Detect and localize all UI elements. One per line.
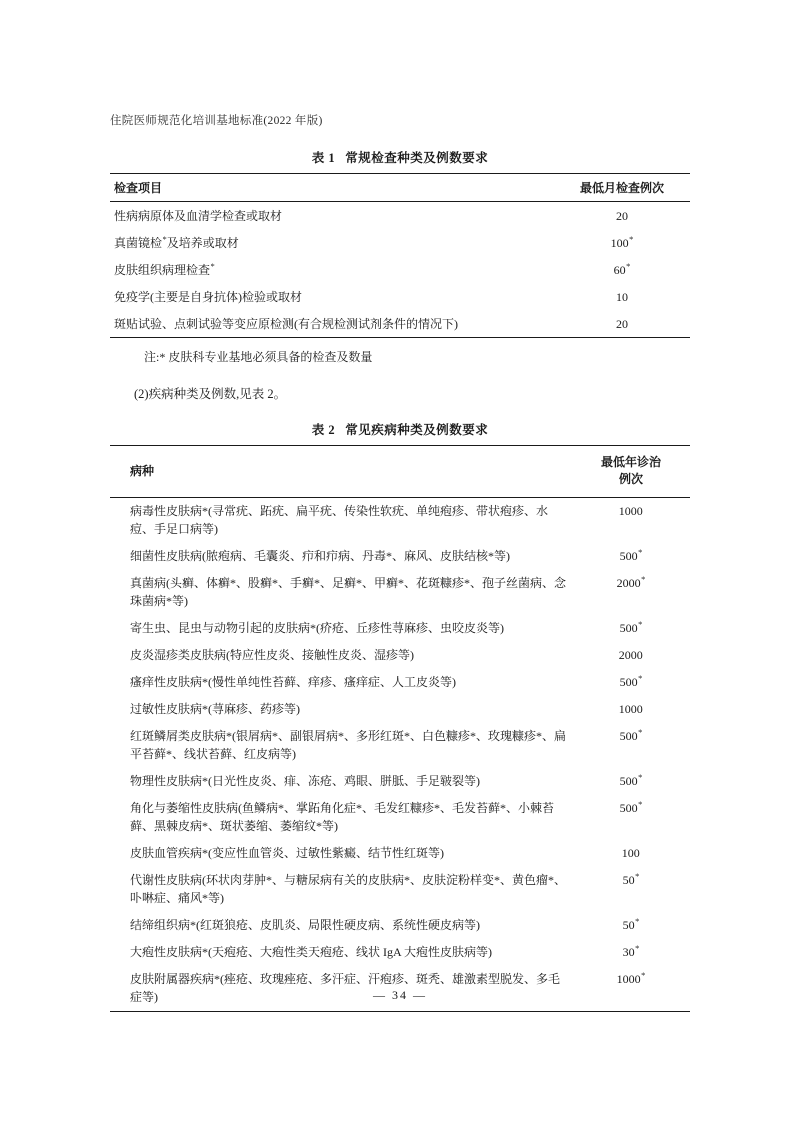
table2-body (110, 497, 690, 1011)
table1-head (110, 174, 690, 202)
table-row (110, 912, 690, 939)
table2-cell-disease: 大疱性皮肤病*(天疱疮、大疱性类天疱疮、线状 IgA 大疱性皮肤病等) (130, 945, 492, 960)
table2-cell-disease: 寄生虫、昆虫与动物引起的皮肤病*(疥疮、丘疹性荨麻疹、虫咬皮炎等) (130, 621, 504, 636)
table1-caption (110, 148, 690, 166)
table-row (110, 570, 690, 615)
table-row (110, 642, 690, 669)
table-row (110, 229, 690, 256)
table2-cell-count-value: 2000 (618, 648, 643, 663)
table2-cell-disease: 细菌性皮肤病(脓疱病、毛囊炎、疖和疖病、丹毒*、麻风、皮肤结核*等) (130, 549, 510, 564)
table2-header-count (572, 445, 690, 497)
table2-header-count-line1: 最低年诊治 (600, 454, 661, 469)
table2-cell-count (572, 696, 690, 723)
table2-cell-disease: 瘙痒性皮肤病*(慢性单纯性苔藓、痒疹、瘙痒症、人工皮炎等) (130, 675, 456, 690)
table2-cell-count-value: 500 (619, 801, 638, 816)
table2-caption (110, 420, 690, 438)
table1-header-row (110, 174, 690, 202)
table-row (110, 768, 690, 795)
asterisk-mark: * (635, 871, 640, 882)
asterisk-mark: * (638, 772, 643, 783)
table2-cell-count (572, 570, 690, 615)
page-content (110, 112, 690, 1012)
table1-cell-count: 10 (616, 289, 628, 304)
asterisk-mark: * (641, 574, 646, 585)
table2-cell-count-value: 1000 (616, 972, 641, 987)
table1-cell-item (110, 256, 554, 283)
table2-header-row (110, 445, 690, 497)
table1-note: 注:* 皮肤科专业基地必须具备的检查及数量 (144, 350, 373, 364)
asterisk-mark: * (629, 233, 634, 244)
table1-cell-item-text: 真菌镜检 (114, 235, 163, 250)
table2-cell-disease: 结缔组织病*(红斑狼疮、皮肌炎、局限性硬皮病、系统性硬皮病等) (130, 918, 480, 933)
table-row (110, 615, 690, 642)
table2-cell-count (572, 840, 690, 867)
table2-cell-disease: 皮炎湿疹类皮肤病(特应性皮炎、接触性皮炎、湿疹等) (130, 648, 414, 663)
table-row (110, 543, 690, 570)
asterisk-mark: * (635, 943, 640, 954)
table2-cell-count (572, 768, 690, 795)
asterisk-mark (643, 700, 644, 710)
asterisk-mark: * (638, 619, 643, 630)
table1-cell-count (554, 229, 690, 256)
table2-cell-count (572, 497, 690, 543)
asterisk-mark (643, 646, 644, 656)
asterisk-mark: * (638, 547, 643, 558)
table2-cell-count (572, 642, 690, 669)
table2-cell-disease: 真菌病(头癣、体癣*、股癣*、手癣*、足癣*、甲癣*、花斑糠疹*、孢子丝菌病、念珠菌病*等) (130, 576, 566, 609)
table-row (110, 696, 690, 723)
table-row (110, 723, 690, 768)
table2-cell-count-value: 50 (622, 873, 635, 888)
table2-wrapper (110, 445, 690, 1012)
table-common-diseases (110, 445, 690, 1012)
table2-cell-count-value: 100 (621, 846, 640, 861)
table2-cell-count (572, 912, 690, 939)
table2-cell-count-value: 2000 (616, 576, 641, 591)
table2-cell-count (572, 723, 690, 768)
running-head: 住院医师规范化培训基地标准(2022 年版) (110, 115, 323, 127)
asterisk-mark: * (162, 233, 167, 244)
table1-cell-item (110, 229, 554, 256)
page-number: — 34 — (373, 988, 427, 1002)
table1-body (110, 202, 690, 338)
table2-cell-count-value: 500 (619, 549, 638, 564)
asterisk-mark: * (635, 916, 640, 927)
asterisk-mark: * (638, 673, 643, 684)
table2-cell-count-value: 30 (622, 945, 635, 960)
asterisk-mark: * (626, 260, 631, 271)
table-row (110, 497, 690, 543)
table1-cell-item: 斑贴试验、点刺试验等变应原检测(有合规检测试剂条件的情况下) (110, 310, 554, 338)
table2-cell-count-value: 50 (622, 918, 635, 933)
table-row (110, 283, 690, 310)
table2-cell-count (572, 669, 690, 696)
table-row (110, 867, 690, 912)
table-row (110, 669, 690, 696)
table1-cell-item-tail: 及培养或取材 (166, 235, 239, 250)
body-paragraph: (2)疾病种类及例数,见表 2。 (134, 387, 287, 402)
table2-cell-count-value: 1000 (618, 504, 643, 519)
table2-cell-disease: 红斑鳞屑类皮肤病*(银屑病*、副银屑病*、多形红斑*、白色糠疹*、玫瑰糠疹*、扁平苔藓*、线状苔藓、红皮病等) (130, 729, 566, 762)
asterisk-mark: * (210, 260, 215, 271)
asterisk-mark: * (641, 970, 646, 981)
table1-cell-item: 性病病原体及血清学检查或取材 (110, 202, 554, 230)
table-row (110, 310, 690, 338)
table2-cell-count (572, 543, 690, 570)
table-regular-exams (110, 173, 690, 338)
table2-cell-count (572, 939, 690, 966)
table1-cell-count (554, 256, 690, 283)
table2-cell-count-value: 500 (619, 675, 638, 690)
table1-caption-title: 常规检查种类及例数要求 (345, 151, 489, 165)
table2-cell-count-value: 500 (619, 774, 638, 789)
table2-cell-disease: 代谢性皮肤病(环状肉芽肿*、与糖尿病有关的皮肤病*、皮肤淀粉样变*、黄色瘤*、卟啉症、痛风*等) (130, 873, 566, 906)
table2-head (110, 445, 690, 497)
table2-cell-count (572, 867, 690, 912)
table1-cell-count-value: 100 (610, 235, 629, 250)
table1-cell-count-value: 60 (613, 262, 626, 277)
table2-cell-disease: 皮肤血管疾病*(变应性血管炎、过敏性紫癜、结节性红斑等) (130, 846, 444, 861)
table-row (110, 256, 690, 283)
asterisk-mark (643, 502, 644, 512)
table2-cell-disease: 皮肤附属器疾病*(痤疮、玫瑰痤疮、多汗症、汗疱疹、斑秃、雄激素型脱发、多毛症等) (110, 966, 572, 1012)
table-row (110, 939, 690, 966)
table1-cell-item: 免疫学(主要是自身抗体)检验或取材 (114, 289, 302, 304)
table2-cell-disease: 过敏性皮肤病*(荨麻疹、药疹等) (130, 702, 300, 717)
table2-cell-disease: 物理性皮肤病*(日光性皮炎、痱、冻疮、鸡眼、胼胝、手足皲裂等) (130, 774, 480, 789)
table1-caption-number: 表 1 (311, 151, 336, 165)
table2-cell-count (572, 795, 690, 840)
asterisk-mark: * (638, 799, 643, 810)
table2-cell-disease: 角化与萎缩性皮肤病(鱼鳞病*、掌跖角化症*、毛发红糠疹*、毛发苔藓*、小棘苔藓、黑棘皮病*、斑状萎缩、萎缩纹*等) (130, 801, 554, 834)
asterisk-mark (640, 844, 641, 854)
table2-cell-disease: 病毒性皮肤病*(寻常疣、跖疣、扁平疣、传染性软疣、单纯疱疹、带状疱疹、水痘、手足口病等) (110, 497, 572, 543)
table-row (110, 202, 690, 230)
table2-header-disease: 病种 (110, 445, 572, 497)
table1-header-item: 检查项目 (110, 174, 554, 202)
table1-cell-count: 20 (554, 310, 690, 338)
table2-header-count-line2: 例次 (618, 472, 643, 487)
table2-cell-count-value: 500 (619, 621, 638, 636)
table2-cell-count-value: 1000 (618, 702, 643, 717)
table2-cell-count (572, 615, 690, 642)
table1-header-count: 最低月检查例次 (554, 174, 690, 202)
table2-caption-number: 表 2 (311, 422, 336, 437)
table2-caption-title: 常见疾病种类及例数要求 (345, 422, 489, 437)
table-row (110, 840, 690, 867)
table1-cell-count: 20 (554, 202, 690, 230)
asterisk-mark: * (638, 727, 643, 738)
table1-cell-item-text: 皮肤组织病理检查 (114, 262, 211, 277)
table-row (110, 795, 690, 840)
table2-cell-count-value: 500 (619, 729, 638, 744)
